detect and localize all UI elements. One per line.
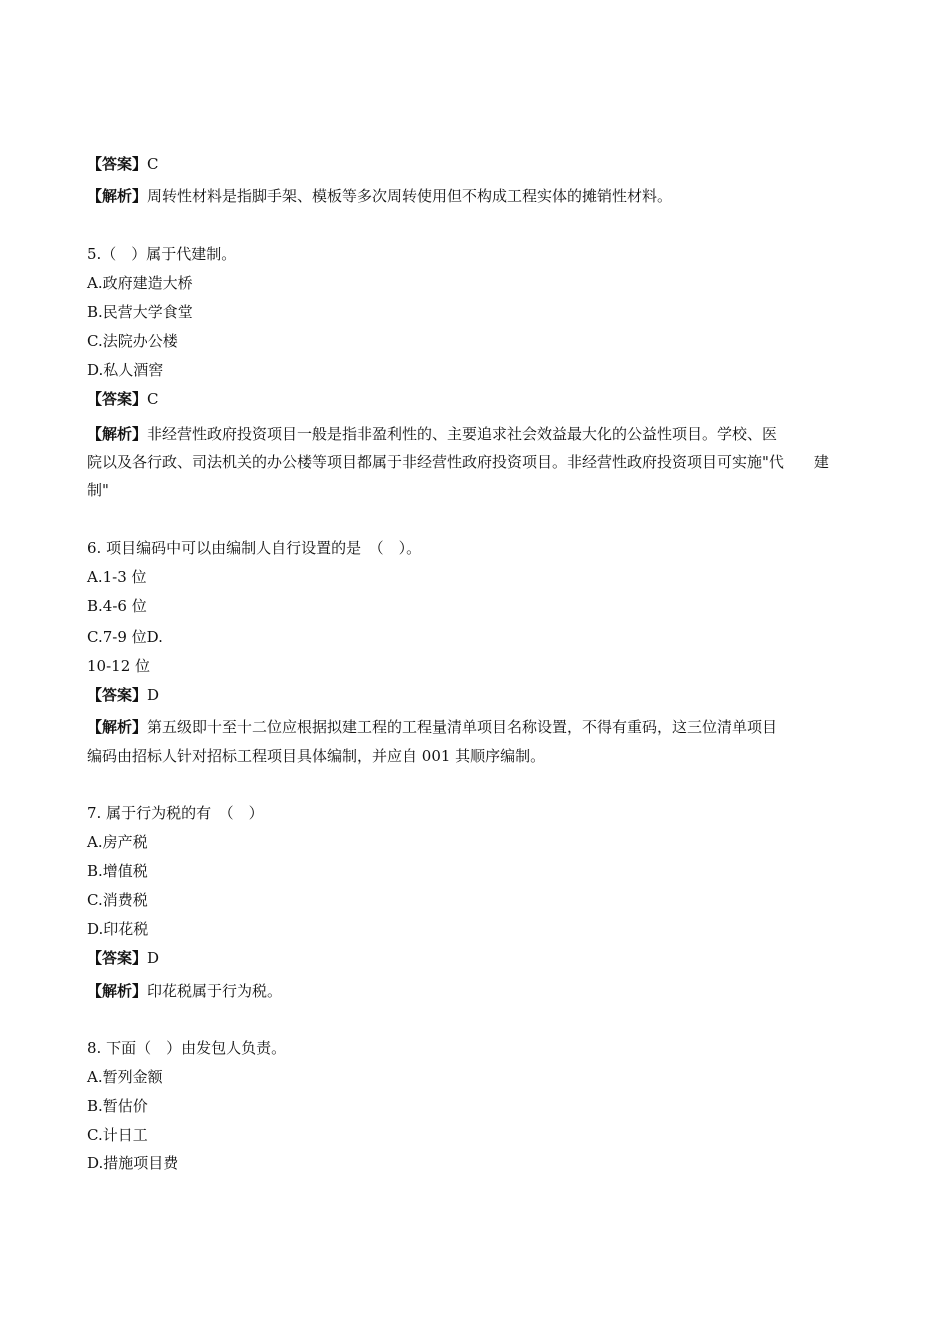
question-6-option-b: B.4-6 位 bbox=[87, 597, 147, 615]
question-5-option-c: C.法院办公楼 bbox=[87, 332, 178, 350]
analysis-text: 非经营性政府投资项目一般是指非盈利性的、主要追求社会效益最大化的公益性项目。学校、医 bbox=[147, 425, 778, 443]
question-7-option-a: A.房产税 bbox=[87, 833, 148, 851]
question-7-option-d: D.印花税 bbox=[87, 920, 149, 938]
question-5-stem: 5.（ ）属于代建制。 bbox=[87, 245, 237, 263]
question-6-stem: 6. 项目编码中可以由编制人自行设置的是 （ ）。 bbox=[87, 539, 422, 557]
question-7-option-c: C.消费税 bbox=[87, 891, 148, 909]
question-6-answer bbox=[87, 685, 159, 705]
question-6-option-a: A.1-3 位 bbox=[87, 568, 147, 586]
answer-label: 【答案】 bbox=[87, 686, 148, 704]
question-6-analysis-2: 编码由招标人针对招标工程项目具体编制，并应自 001 其顺序编制。 bbox=[87, 747, 546, 765]
question-5-option-b: B.民营大学食堂 bbox=[87, 303, 193, 321]
question-7-stem: 7. 属于行为税的有 （ ） bbox=[87, 804, 264, 822]
analysis-text: 印花税属于行为税。 bbox=[147, 982, 283, 1000]
analysis-text: 第五级即十至十二位应根据拟建工程的工程量清单项目名称设置，不得有重码，这三位清单项目 bbox=[147, 718, 778, 736]
analysis-line bbox=[87, 186, 672, 206]
question-6-analysis-1 bbox=[87, 717, 777, 737]
question-8-option-d: D.措施项目费 bbox=[87, 1154, 179, 1172]
answer-label: 【答案】 bbox=[87, 949, 148, 967]
answer-value: D bbox=[147, 686, 160, 704]
question-5-option-a: A.政府建造大桥 bbox=[87, 274, 193, 292]
question-6-option-c: C.7-9 位D. bbox=[87, 628, 163, 646]
question-5-analysis-3: 制" bbox=[87, 481, 109, 499]
answer-value: C bbox=[147, 390, 159, 408]
answer-line bbox=[87, 154, 159, 174]
answer-label: 【答案】 bbox=[87, 390, 148, 408]
question-8-stem: 8. 下面（ ）由发包人负责。 bbox=[87, 1039, 287, 1057]
analysis-label: 【解析】 bbox=[87, 718, 148, 736]
question-5-option-d: D.私人酒窖 bbox=[87, 361, 164, 379]
question-7-answer bbox=[87, 948, 159, 968]
question-7-analysis bbox=[87, 981, 282, 1001]
analysis-label: 【解析】 bbox=[87, 187, 148, 205]
analysis-text: 周转性材料是指脚手架、模板等多次周转使用但不构成工程实体的摊销性材料。 bbox=[147, 187, 673, 205]
question-5-answer bbox=[87, 389, 159, 409]
question-8-option-c: C.计日工 bbox=[87, 1126, 148, 1144]
analysis-label: 【解析】 bbox=[87, 425, 148, 443]
question-5-analysis-1 bbox=[87, 424, 777, 444]
answer-label: 【答案】 bbox=[87, 155, 148, 173]
analysis-label: 【解析】 bbox=[87, 982, 148, 1000]
answer-value: D bbox=[147, 949, 160, 967]
question-6-option-d: 10-12 位 bbox=[87, 657, 151, 675]
answer-value: C bbox=[147, 155, 159, 173]
question-8-option-a: A.暂列金额 bbox=[87, 1068, 163, 1086]
question-8-option-b: B.暂估价 bbox=[87, 1097, 148, 1115]
question-7-option-b: B.增值税 bbox=[87, 862, 148, 880]
question-5-analysis-2: 院以及各行政、司法机关的办公楼等项目都属于非经营性政府投资项目。非经营性政府投资项目可实施"代 建 bbox=[87, 453, 829, 471]
